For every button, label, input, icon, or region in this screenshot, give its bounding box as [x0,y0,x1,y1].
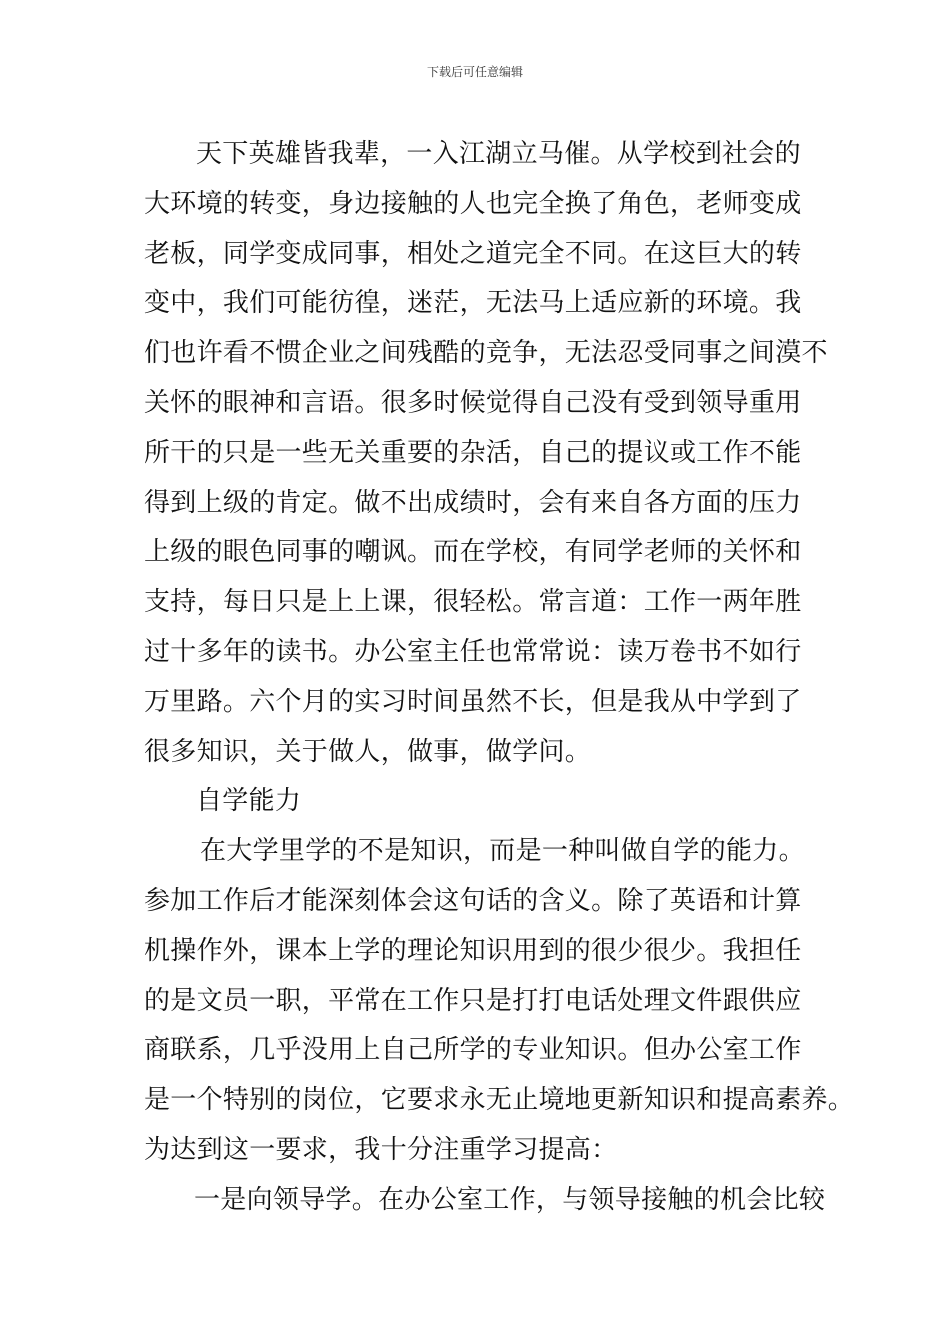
paragraph-line: 商联系，几乎没用上自己所学的专业知识。但办公室工作 [144,1035,802,1066]
paragraph-line: 天下英雄皆我辈，一入江湖立马催。从学校到社会的 [196,139,801,169]
paragraph-line: 机操作外，课本上学的理论知识用到的很少很少。我担任 [144,935,802,966]
paragraph-line: 得到上级的肯定。做不出成绩时，会有来自各方面的压力 [144,487,802,518]
paragraph-line: 的是文员一职，平常在工作只是打打电话处理文件跟供应 [144,985,802,1016]
paragraph-line: 所干的只是一些无关重要的杂活，自己的提议或工作不能 [144,437,802,468]
paragraph-line: 大环境的转变，身边接触的人也完全换了角色，老师变成 [144,188,802,219]
paragraph-line: 在大学里学的不是知识，而是一种叫做自学的能力。 [200,836,805,867]
paragraph-line: 老板，同学变成同事，相处之道完全不同。在这巨大的转 [144,238,802,269]
document-body [144,130,855,1226]
paragraph-line: 上级的眼色同事的嘲讽。而在学校，有同学老师的关怀和 [144,537,802,568]
paragraph-line: 是一个特别的岗位，它要求永无止境地更新知识和提高素养。 [144,1085,855,1116]
section-heading: 自学能力 [196,786,302,817]
paragraph-line: 过十多年的读书。办公室主任也常常说：读万卷书不如行 [144,636,802,667]
paragraph-line: 关怀的眼神和言语。很多时候觉得自己没有受到领导重用 [144,387,802,418]
page-header: 下载后可任意编辑 [426,65,523,79]
paragraph-line: 为达到这一要求，我十分注重学习提高： [144,1134,618,1165]
paragraph-line: 一是向领导学。在办公室工作，与领导接触的机会比较 [194,1184,826,1215]
paragraph-line: 参加工作后才能深刻体会这句话的含义。除了英语和计算 [144,885,802,916]
paragraph-line: 支持，每日只是上上课，很轻松。常言道：工作一两年胜 [144,587,802,618]
paragraph-line: 万里路。六个月的实习时间虽然不长，但是我从中学到了 [144,686,802,717]
paragraph-line: 很多知识，关于做人，做事，做学问。 [144,736,592,767]
paragraph-line: 变中，我们可能彷徨，迷茫，无法马上适应新的环境。我 [144,288,802,319]
paragraph-line: 们也许看不惯企业之间残酷的竞争，无法忍受同事之间漠不 [144,338,828,369]
